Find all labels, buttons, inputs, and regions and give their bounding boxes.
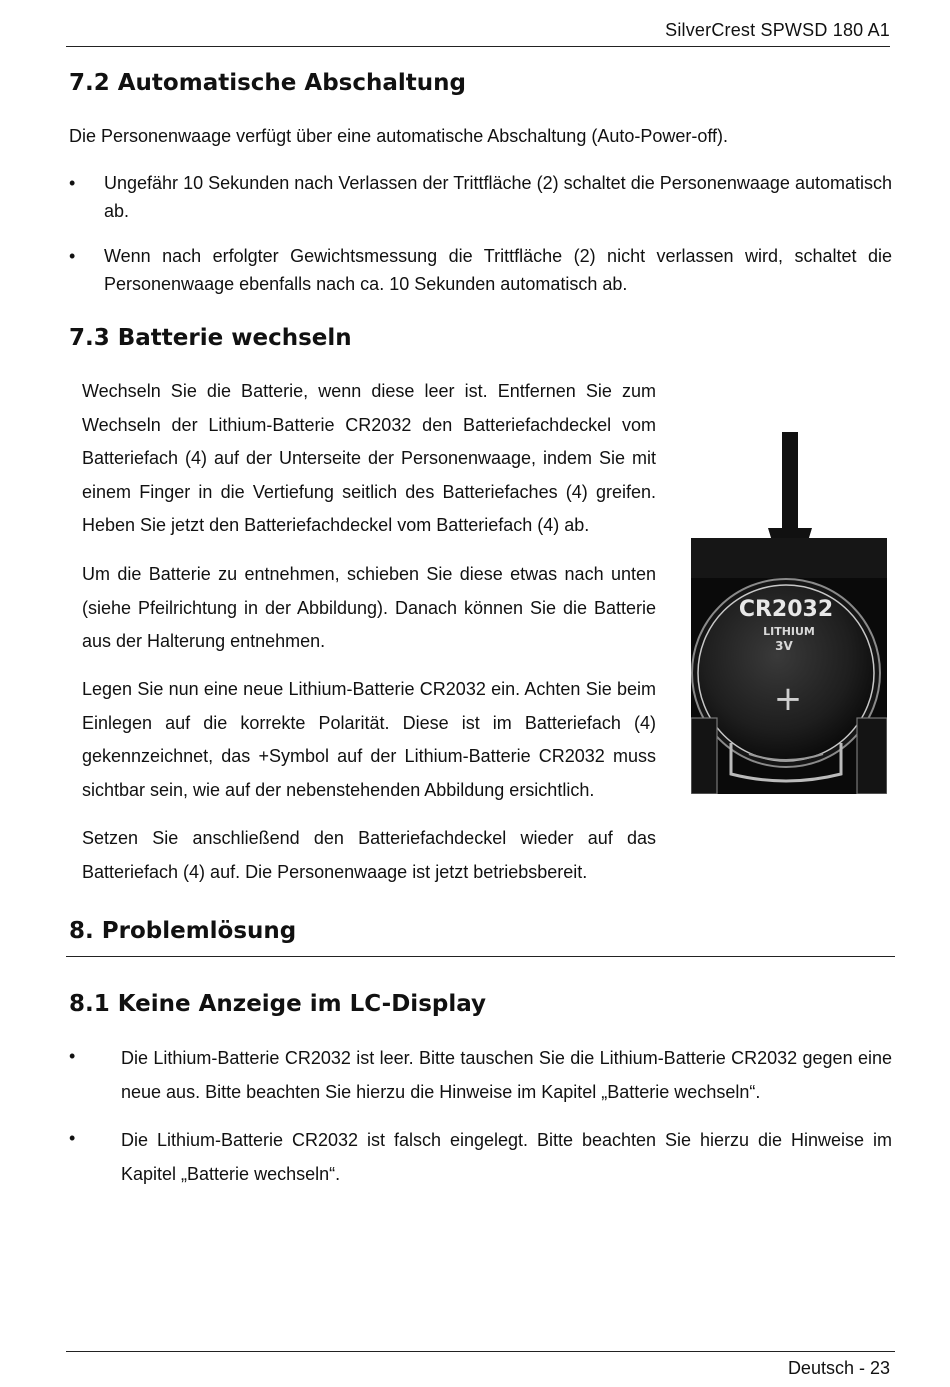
battery-voltage-label: 3V [775, 639, 793, 653]
page-number: Deutsch - 23 [787, 1358, 890, 1378]
list-item [69, 242, 891, 298]
list-item [69, 1124, 891, 1192]
bullet-text: Ungefähr 10 Sekunden nach Verlassen der Trittfläche (2) schaltet die Personenwaage automatisch ab. [104, 173, 892, 221]
heading-7-3: 7.3 Batterie wechseln [69, 325, 352, 351]
section-divider [66, 956, 895, 957]
bullet-text: Wenn nach erfolgter Gewichtsmessung die Trittfläche (2) nicht verlassen wird, schaltet die Personenwaage ebenfalls nach ca. 10 Sekunden automatisch ab. [104, 246, 892, 294]
header-title: SilverCrest SPWSD 180 A1 [665, 20, 890, 40]
battery-photo [691, 538, 887, 794]
intro-paragraph: Die Personenwaage verfügt über eine automatische Abschaltung (Auto-Power-off). [69, 126, 729, 146]
bullet-icon: • [69, 1046, 76, 1066]
bullet-icon: • [69, 173, 76, 193]
battery-type-label: LITHIUM [763, 625, 815, 638]
heading-7-2: 7.2 Automatische Abschaltung [69, 70, 466, 96]
battery-model-label: CR2032 [738, 597, 834, 622]
list-item [69, 169, 891, 225]
heading-8-1: 8.1 Keine Anzeige im LC-Display [69, 991, 487, 1017]
page-header [66, 18, 890, 47]
heading-8: 8. Problemlösung [69, 918, 297, 944]
list-item [69, 1042, 891, 1110]
footer-divider [66, 1351, 895, 1352]
paragraph: Wechseln Sie die Batterie, wenn diese leer ist. Entfernen Sie zum Wechseln der Lithium-Batterie CR2032 den Batteriefachdeckel vom Batteriefach (4) auf der Unterseite der Personenwaage, indem Sie mit einem Finger in die Vertiefung seitlich des Batteriefaches (4) greifen. Heben Sie jetzt den Batteriefachdeckel vom Batteriefach (4) ab. [82, 381, 656, 536]
paragraph: Legen Sie nun eine neue Lithium-Batterie CR2032 ein. Achten Sie beim Einlegen auf die korrekte Polarität. Diese ist im Batteriefach (4) gekennzeichnet, das +Symbol auf der Lithium-Batterie CR2032 muss sichtbar sein, wie auf der nebenstehenden Abbildung ersichtlich. [82, 679, 656, 800]
paragraph: Setzen Sie anschließend den Batteriefachdeckel wieder auf das Batteriefach (4) auf. Die Personenwaage ist jetzt betriebsbereit. [82, 828, 656, 882]
plus-icon: + [773, 679, 803, 719]
bullet-icon: • [69, 1128, 76, 1148]
bullet-icon: • [69, 246, 76, 266]
bullet-text: Die Lithium-Batterie CR2032 ist falsch eingelegt. Bitte beachten Sie hierzu die Hinweise im Kapitel „Batterie wechseln“. [121, 1130, 892, 1184]
bullet-text: Die Lithium-Batterie CR2032 ist leer. Bitte tauschen Sie die Lithium-Batterie CR2032 gegen eine neue aus. Bitte beachten Sie hierzu die Hinweise im Kapitel „Batterie wechseln“. [121, 1048, 892, 1102]
paragraph: Um die Batterie zu entnehmen, schieben Sie diese etwas nach unten (siehe Pfeilrichtung in der Abbildung). Danach können Sie die Batterie aus der Halterung entnehmen. [82, 564, 656, 652]
